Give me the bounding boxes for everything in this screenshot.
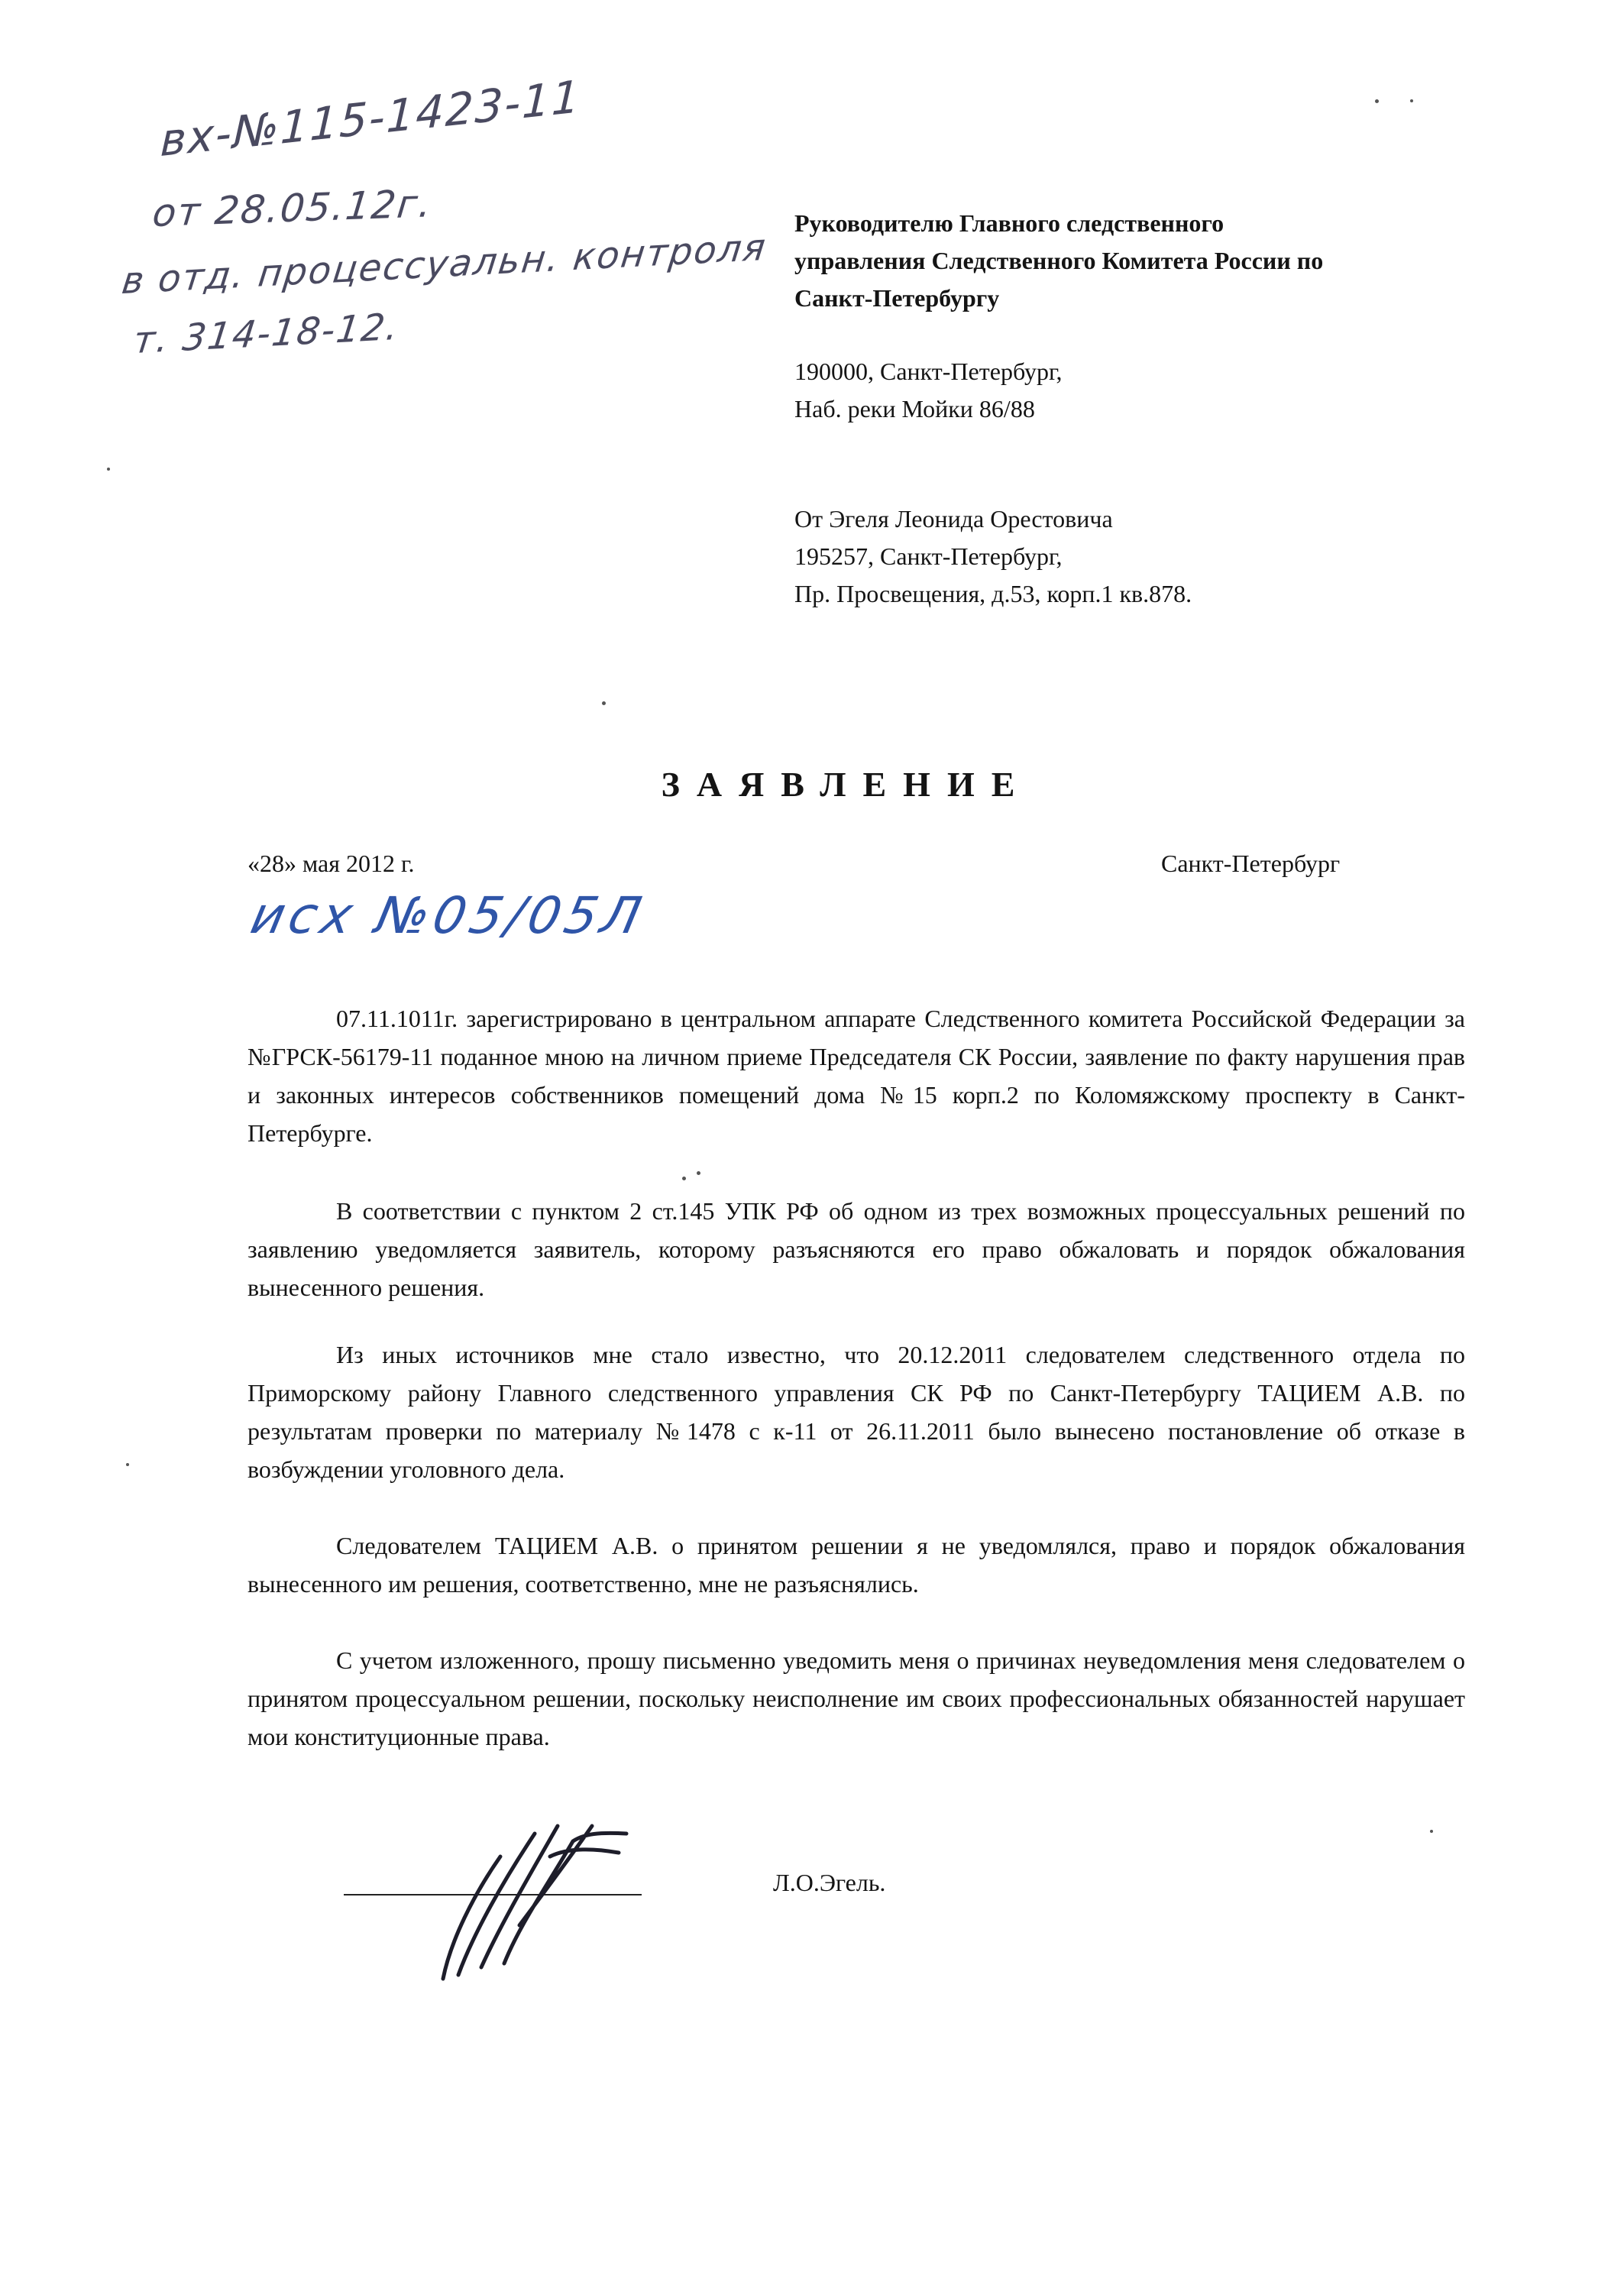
body-paragraph: 07.11.1011г. зарегистрировано в центральном аппарате Следственного комитета Российской Федерации за №ГРСК-56179-11 поданное мною на личном приеме Председателя СК России, заявление по факту нарушения прав и законных интересов собственников помещений дома №15 корп.2 по Коломяжскому проспекту в Санкт-Петербурге. — [247, 1005, 1465, 1147]
body-paragraph: Следователем ТАЦИЕМ А.В. о принятом решении я не уведомлялся, право и порядок обжалования вынесенного им решения, соответственно, мне не разъяснялись. — [247, 1532, 1465, 1598]
addressee-line: Санкт-Петербургу — [794, 284, 1000, 312]
outgoing-number-handwritten: исх №05/05Л — [245, 886, 651, 945]
document-date: «28» мая 2012 г. — [247, 850, 415, 877]
body-paragraph: С учетом изложенного, прошу письменно уведомить меня о причинах неуведомления меня следователем о принятом процессуальном решении, поскольку неисполнение им своих профессиональных обязанностей нарушает мои конституционные права. — [247, 1646, 1465, 1750]
sender-line: 195257, Санкт-Петербург, — [794, 542, 1063, 570]
sender-block — [794, 500, 1192, 613]
address-line: Наб. реки Мойки 86/88 — [794, 395, 1035, 422]
document-city: Санкт-Петербург — [1161, 850, 1341, 877]
scan-speck — [682, 1177, 686, 1180]
body-paragraph: Из иных источников мне стало известно, что 20.12.2011 следователем следственного отдела по Приморскому району Главного следственного управления СК РФ по Санкт-Петербургу ТАЦИЕМ А.В. по результатам проверки по материалу №1478 с к-11 от 26.11.2011 было вынесено постановление об отказе в возбуждении уголовного дела. — [247, 1341, 1465, 1483]
handwritten-phone: т. 314-18-12. — [131, 305, 403, 363]
addressee-line: Руководителю Главного следственного — [794, 209, 1224, 237]
address-line: 190000, Санкт-Петербург, — [794, 358, 1063, 385]
handwritten-incoming-number: вх-№115-1423-11 — [159, 70, 582, 167]
scan-speck — [1375, 99, 1379, 103]
scan-speck — [697, 1171, 700, 1175]
handwritten-incoming-date: от 28.05.12г. — [150, 181, 435, 236]
addressee-block — [794, 205, 1323, 317]
sender-line: Пр. Просвещения, д.53, корп.1 кв.878. — [794, 580, 1192, 607]
scan-speck — [1410, 99, 1413, 102]
addressee-line: управления Следственного Комитета России по — [794, 247, 1324, 274]
scan-speck — [1430, 1830, 1433, 1833]
signer-name: Л.О.Эгель. — [773, 1869, 886, 1896]
handwritten-department: в отд. процессуальн. контроля — [119, 225, 769, 303]
handwritten-signature — [428, 1811, 657, 1986]
body-paragraph: В соответствии с пунктом 2 ст.145 УПК РФ об одном из трех возможных процессуальных решений по заявлению уведомляется заявитель, которому разъясняются его право обжаловать и порядок обжалования вынесенного решения. — [247, 1197, 1465, 1301]
document-title: ЗАЯВЛЕНИЕ — [661, 765, 1032, 804]
scan-speck — [126, 1463, 129, 1466]
scan-speck — [107, 468, 110, 471]
scan-speck — [602, 701, 606, 705]
addressee-address — [794, 353, 1063, 428]
sender-line: От Эгеля Леонида Орестовича — [794, 505, 1113, 533]
